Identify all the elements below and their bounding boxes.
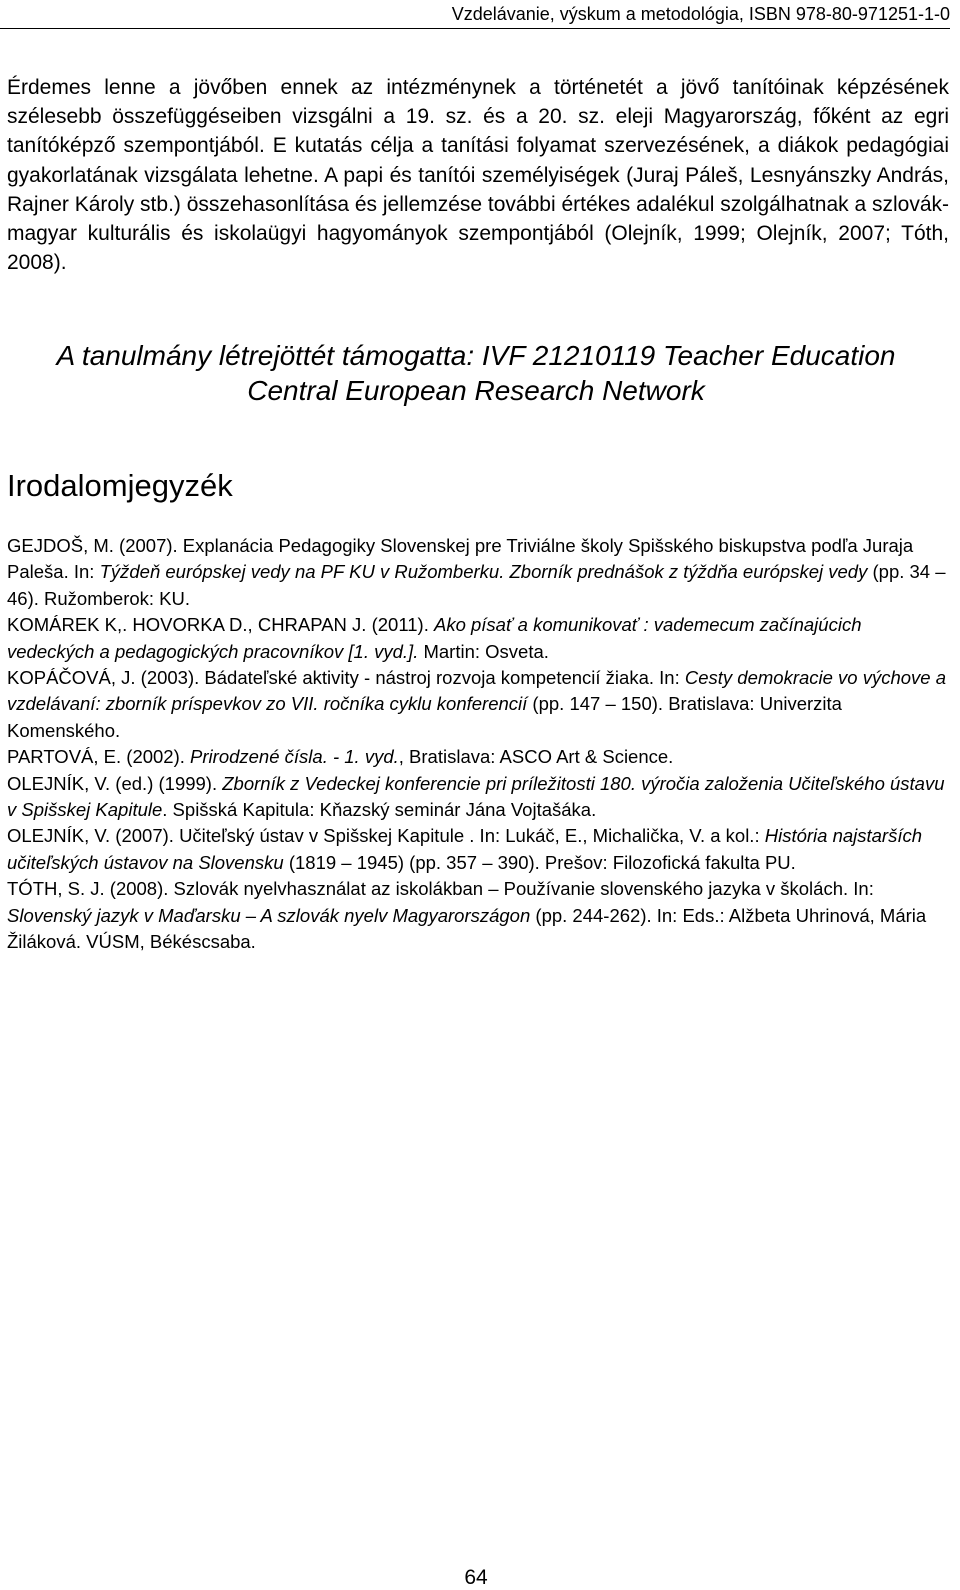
reference-text: (1819 – 1945) (pp. 357 – 390). Prešov: Filozofická fakulta PU. <box>283 851 796 873</box>
reference-entry <box>7 744 949 770</box>
reference-text: (2007). Učiteľský ústav v Spišskej Kapitule . In: Lukáč, E., Michalička, V. a kol.: <box>110 825 765 847</box>
reference-text: (2008). Szlovák nyelvhasználat az iskolákban – Používanie slovenského jazyka v školách. In: <box>104 878 874 900</box>
reference-text: (ed.) (1999). <box>110 772 223 794</box>
reference-entry <box>7 876 949 955</box>
acknowledgement <box>0 338 952 408</box>
acknowledgement-line-1: A tanulmány létrejöttét támogatta: IVF 21210119 Teacher Education <box>56 340 896 371</box>
reference-text: (2007). Explanácia Pedagogiky Slovenskej pre Triviálne školy Spišského biskupstva podľa Juraja Paleša. In: <box>7 535 914 583</box>
reference-title: História najstarších učiteľských ústavov na Slovensku <box>7 825 923 873</box>
reference-author: TÓTH, S. J. <box>7 878 105 900</box>
reference-text: . Spišská Kapitula: Kňazský seminár Jána Vojtašáka. <box>162 799 597 821</box>
reference-title: Týždeň európskej vedy na PF KU v Ružomberku. Zborník prednášok z týždňa európskej vedy <box>99 561 868 583</box>
reference-title: Prirodzené čísla. - 1. vyd. <box>190 746 399 768</box>
body-paragraph: Érdemes lenne a jövőben ennek az intézménynek a történetét a jövő tanítóinak képzésének szélesebb összefüggéseiben vizsgálni a 19. sz. és a 20. sz. eleji Magyarország, főként az egri tanítóképző szempontjából. E kutatás célja a tanítási folyamat szervezésének, a diákok pedagógiai gyakorlatának vizsgálata lehetne. A papi és tanítói személyiségek (Juraj Páleš, Lesnyánszky András, Rajner Károly stb.) összehasonlítása és jellemzése további értékes adalékul szolgálhatnak a szlovák-magyar kulturális és iskolaügyi hagyományok szempontjából (Olejník, 1999; Olejník, 2007; Tóth, 2008). <box>7 76 949 275</box>
reference-author: OLEJNÍK, V. <box>7 772 111 794</box>
reference-title: Slovenský jazyk v Maďarsku – A szlovák nyelv Magyarországon <box>7 904 531 926</box>
reference-text: Martin: Osveta. <box>418 640 549 662</box>
reference-author: OLEJNÍK, V. <box>7 825 111 847</box>
reference-entry <box>7 533 949 612</box>
reference-text: (pp. 34 – 46). Ružomberok: KU. <box>7 561 946 609</box>
acknowledgement-line-2: Central European Research Network <box>247 375 705 406</box>
reference-entry <box>7 665 949 744</box>
reference-author: KOPÁČOVÁ, J. <box>7 667 136 689</box>
reference-author: KOMÁREK K,. HOVORKA D., CHRAPAN J. <box>7 614 367 636</box>
reference-text: , Bratislava: ASCO Art & Science. <box>398 746 674 768</box>
reference-text: (2002). <box>121 746 191 768</box>
reference-text: (2003). Bádateľské aktivity - nástroj rozvoja kompetencií žiaka. In: <box>135 667 685 689</box>
reference-title: Cesty demokracie vo výchove a vzdelávaní: zborník príspevkov zo VII. ročníka cyklu konferencií <box>7 667 947 715</box>
reference-title: Zborník z Vedeckej konferencie pri príležitosti 180. výročia založenia Učiteľského ústavu v Spišskej Kapitule <box>7 772 945 821</box>
reference-author: PARTOVÁ, E. <box>7 746 122 768</box>
reference-text: (pp. 244-262). In: Eds.: Alžbeta Uhrinová, Mária Žiláková. VÚSM, Békéscsaba. <box>7 904 927 953</box>
references-heading: Irodalomjegyzék <box>7 468 233 503</box>
reference-author: GEJDOŠ, M. <box>7 535 114 556</box>
running-header <box>0 0 950 29</box>
reference-entry <box>7 771 949 824</box>
running-title: Vzdelávanie, výskum a metodológia, ISBN 978-80-971251-1-0 <box>451 4 950 24</box>
reference-text: (pp. 147 – 150). Bratislava: Univerzita Komenského. <box>7 693 842 741</box>
reference-entry <box>7 823 949 876</box>
page-number: 64 <box>464 1566 488 1589</box>
reference-text: (2011). <box>366 614 434 636</box>
reference-entry <box>7 612 949 665</box>
reference-title: Ako písať a komunikovať : vademecum začínajúcich vedeckých a pedagogických pracovníkov [1. vyd.]. <box>7 614 862 662</box>
references-list <box>7 533 949 956</box>
